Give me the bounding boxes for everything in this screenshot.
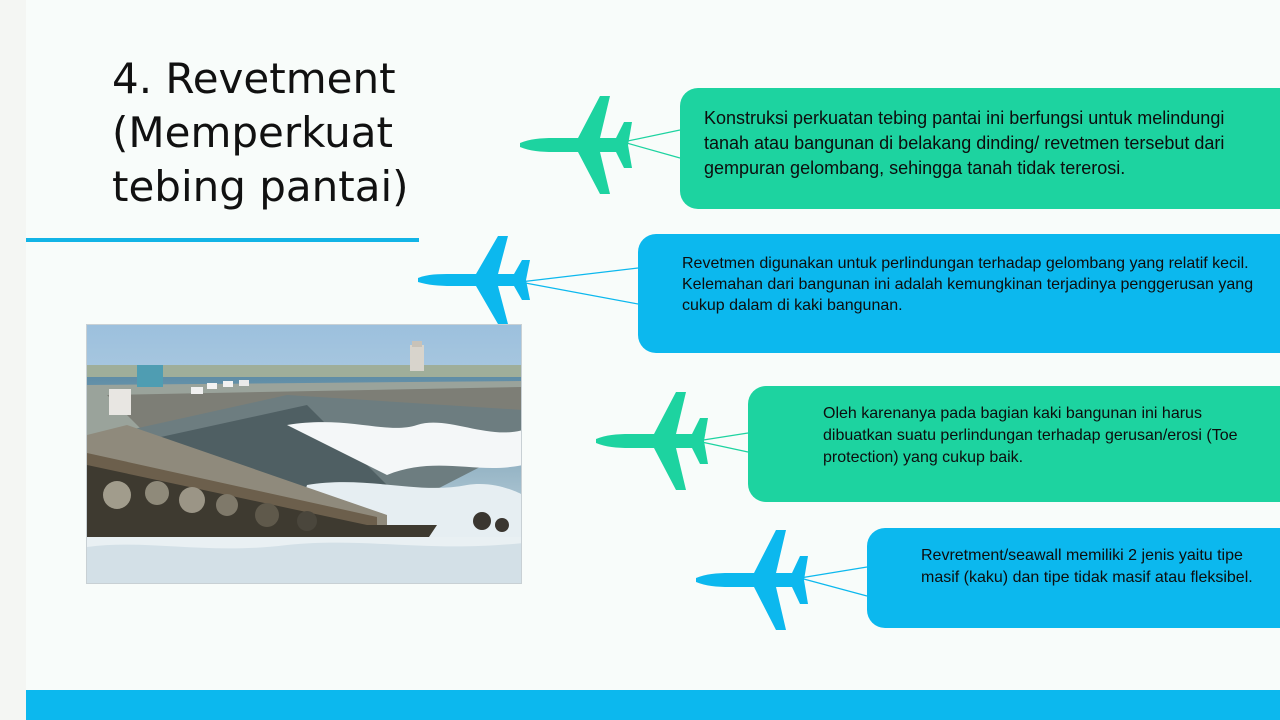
info-box-2 <box>638 234 1280 353</box>
info-box-4-text: Revretment/seawall memiliki 2 jenis yaitu tipe masif (kaku) dan tipe tidak masif atau fleksibel. <box>921 547 1253 586</box>
info-box-2-line-1: Revetmen digunakan untuk perlindungan terhadap gelombang yang relatif kecil. <box>682 255 1249 272</box>
title-line-1: 4. Revetment <box>112 54 396 103</box>
info-box-3-text: Oleh karenanya pada bagian kaki bangunan ini harus dibuatkan suatu perlindungan terhadap gerusan/erosi (Toe protection) yang cukup baik. <box>823 405 1238 466</box>
info-box-3 <box>748 386 1280 502</box>
airplane-icon <box>418 236 532 324</box>
info-box-4 <box>867 528 1280 628</box>
airplane-icon <box>520 96 634 194</box>
airplane-icon <box>696 530 810 630</box>
info-box-1-text: Konstruksi perkuatan tebing pantai ini berfungsi untuk melindungi tanah atau bangunan di belakang dinding/ revetmen tersebut dari gempuran gelombang, sehingga tanah tidak tererosi. <box>704 108 1225 178</box>
title-line-3: tebing pantai) <box>112 162 409 211</box>
info-box-2-line-2: Kelemahan dari bangunan ini adalah kemungkinan terjadinya penggerusan yang cukup dalam di kaki bangunan. <box>682 276 1254 314</box>
info-box-1 <box>680 88 1280 209</box>
footer-bar <box>26 690 1280 720</box>
airplane-icon <box>596 392 710 490</box>
title-line-2: (Memperkuat <box>112 108 393 157</box>
